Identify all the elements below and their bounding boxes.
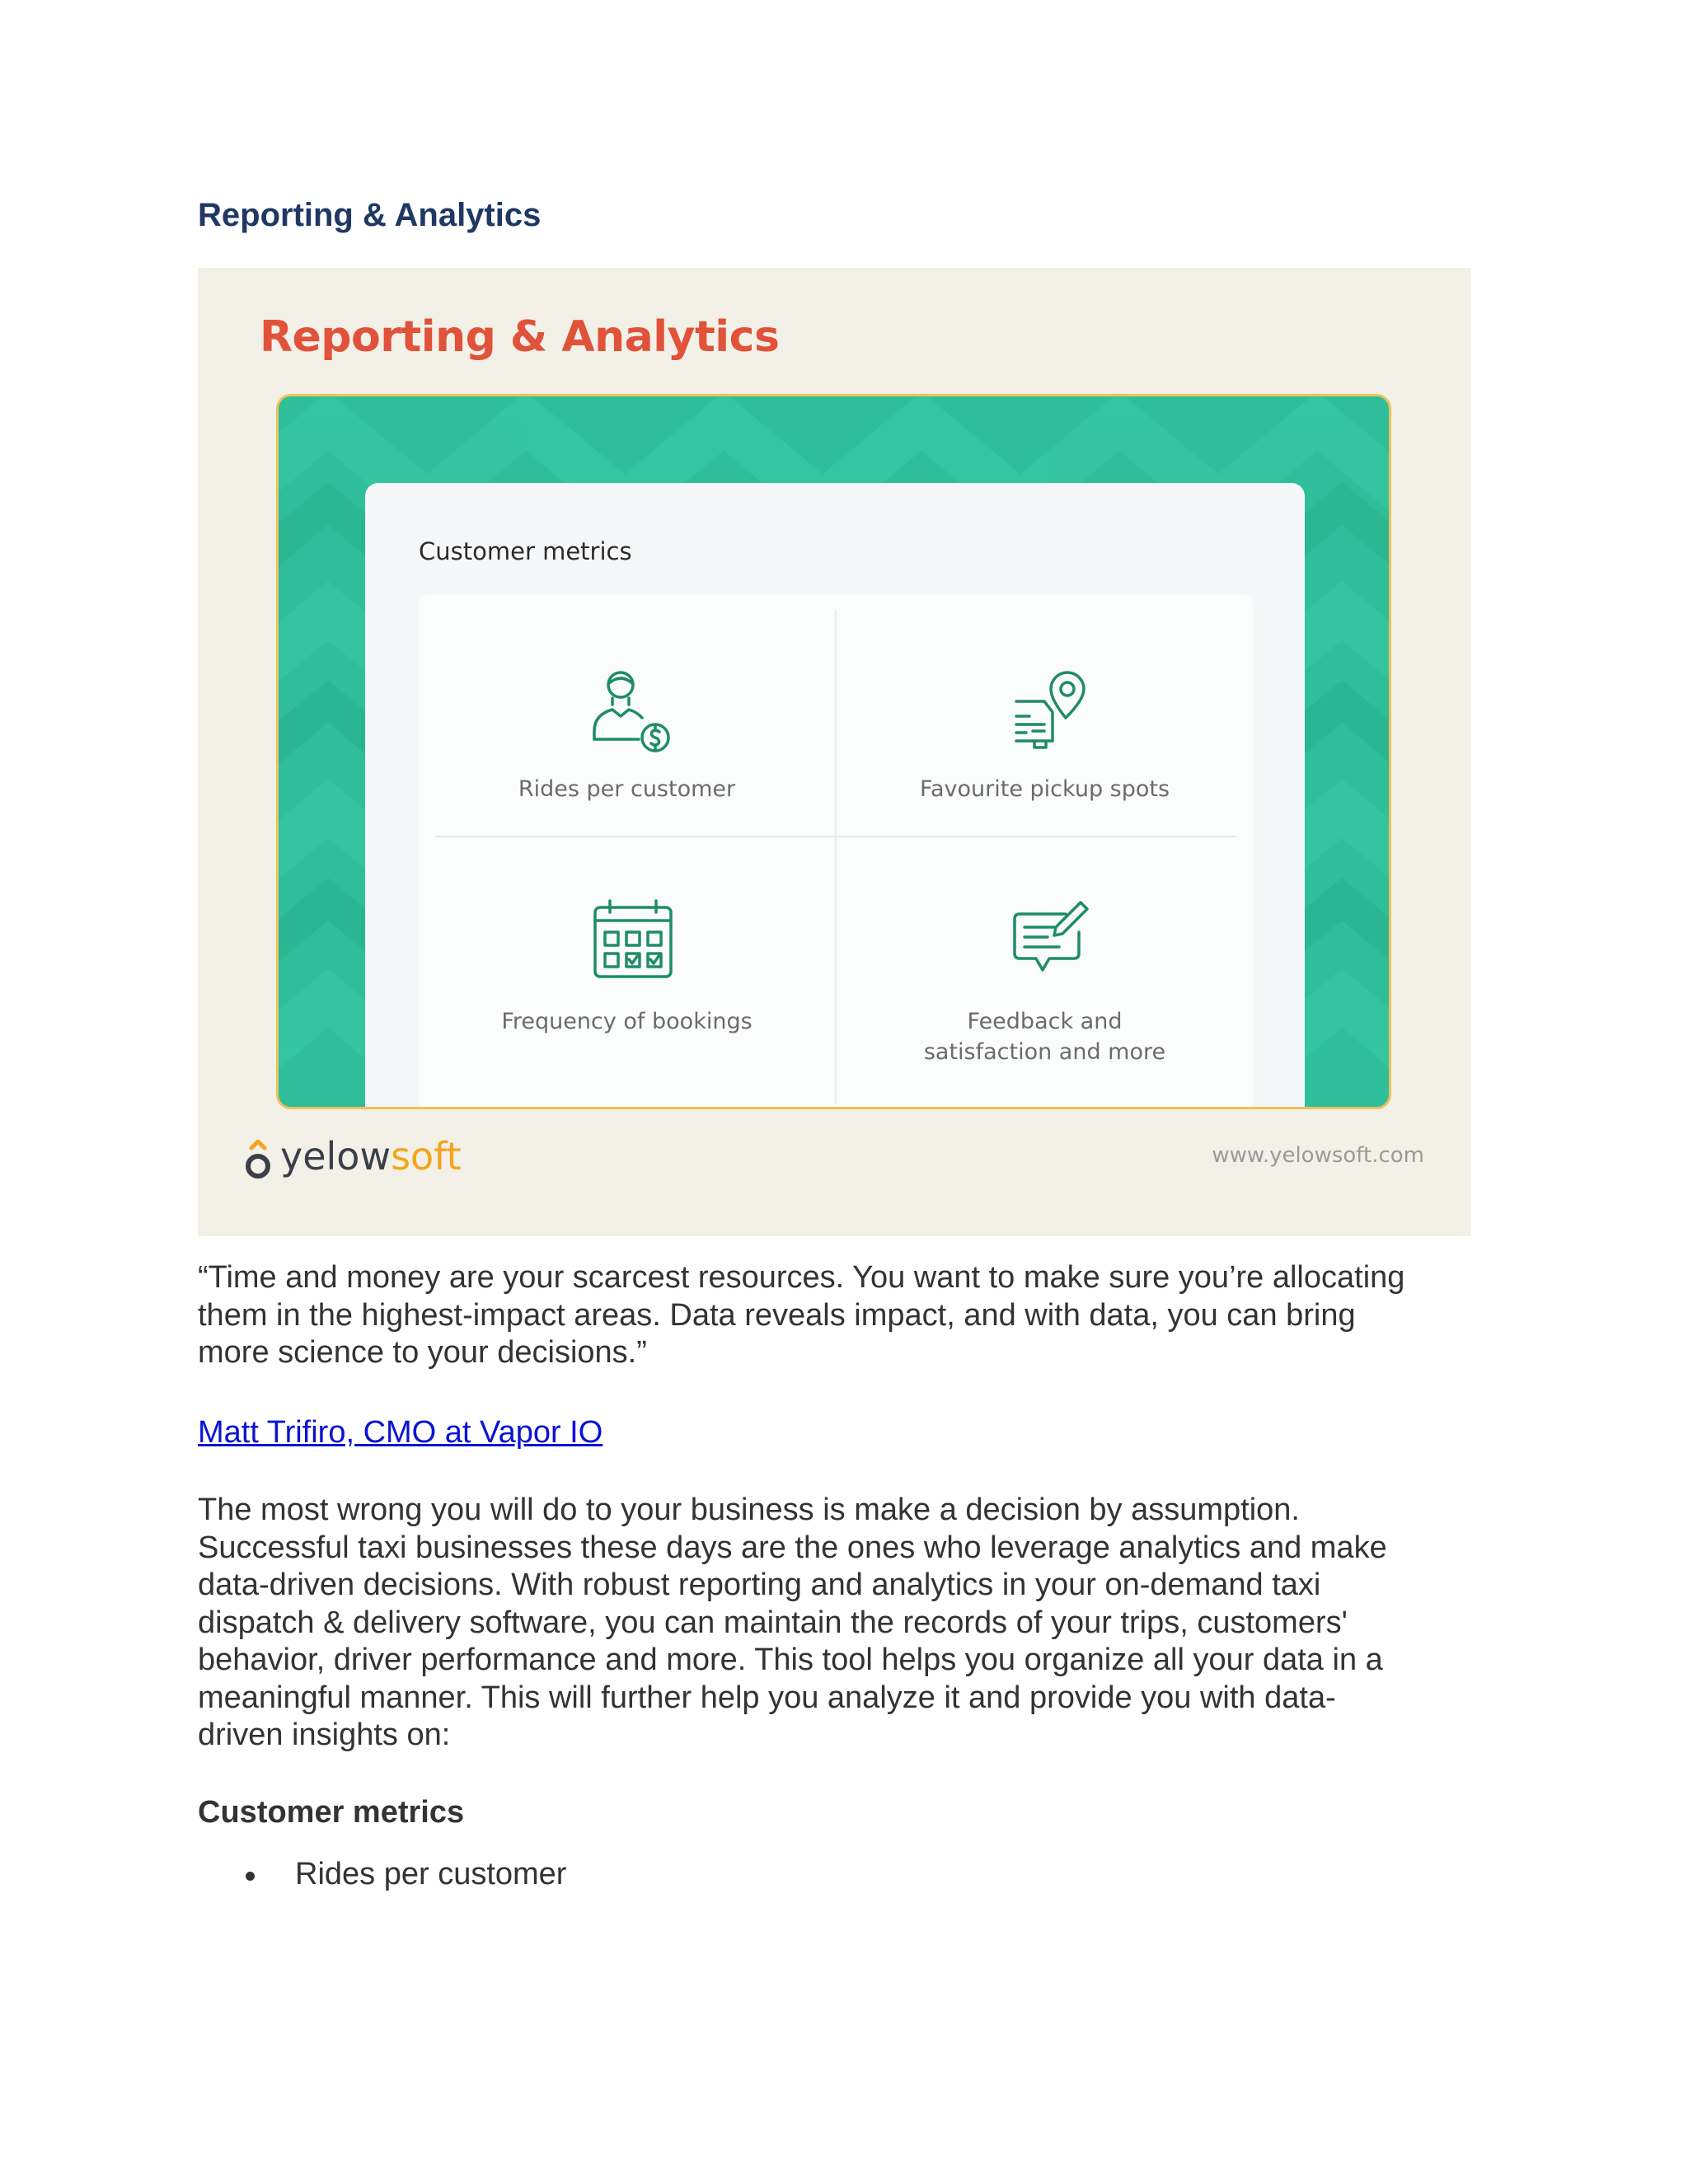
- quote-paragraph: [198, 1259, 1484, 1372]
- quote-line: “Time and money are your scarcest resources. You want to make sure you’re allocating: [198, 1260, 1405, 1295]
- brand-name: yelowsoft: [280, 1134, 462, 1179]
- quote-attribution-link[interactable]: Matt Trifiro, CMO at Vapor IO: [198, 1415, 603, 1450]
- metric-tile-rides-per-customer: [419, 594, 835, 836]
- metric-tile-frequency-of-bookings: [419, 837, 835, 1109]
- green-panel: [276, 394, 1391, 1109]
- metric-label-line2: satisfaction and more: [923, 1039, 1166, 1065]
- card-title: Customer metrics: [419, 537, 632, 565]
- customer-dollar-icon: [588, 667, 678, 757]
- brand-url: www.yelowsoft.com: [1212, 1143, 1424, 1168]
- yelowsoft-logo-icon: [243, 1140, 273, 1181]
- section-heading: Customer metrics: [198, 1795, 465, 1830]
- metric-tile-feedback-satisfaction: [837, 837, 1253, 1109]
- banner-title: Reporting & Analytics: [260, 312, 780, 362]
- body-line: The most wrong you will do to your business is make a decision by assumption.: [198, 1493, 1300, 1527]
- body-line: meaningful manner. This will further help you analyze it and provide you with data-: [198, 1680, 1336, 1715]
- quote-line: more science to your decisions.”: [198, 1335, 647, 1370]
- body-line: driven insights on:: [198, 1718, 451, 1752]
- body-line: data-driven decisions. With robust reporting and analytics in your on-demand taxi: [198, 1568, 1321, 1602]
- car-location-pin-icon: [1008, 667, 1099, 757]
- bullet-list: [198, 1856, 566, 1893]
- feedback-edit-icon: [1008, 898, 1090, 980]
- metric-label: Frequency of bookings: [501, 1009, 753, 1034]
- metrics-grid: [419, 594, 1253, 1109]
- list-item-text: Rides per customer: [295, 1857, 567, 1891]
- body-line: Successful taxi businesses these days are the ones who leverage analytics and make: [198, 1530, 1387, 1565]
- page-heading: Reporting & Analytics: [198, 197, 542, 233]
- metric-label: Rides per customer: [518, 776, 736, 802]
- list-item: [198, 1856, 566, 1893]
- calendar-icon: [590, 898, 676, 983]
- body-paragraph: [198, 1492, 1484, 1755]
- bullet-icon: [246, 1872, 255, 1881]
- body-line: behavior, driver performance and more. This tool helps you organize all your data in a: [198, 1643, 1383, 1677]
- metric-label: Favourite pickup spots: [919, 776, 1170, 802]
- body-line: dispatch & delivery software, you can maintain the records of your trips, customers': [198, 1605, 1348, 1640]
- quote-line: them in the highest-impact areas. Data reveals impact, and with data, you can bring: [198, 1297, 1356, 1333]
- metric-label-line1: Feedback and: [967, 1009, 1123, 1034]
- customer-metrics-card: [365, 483, 1305, 1109]
- metric-tile-favourite-pickup-spots: [837, 594, 1253, 836]
- reporting-analytics-banner: [198, 268, 1471, 1236]
